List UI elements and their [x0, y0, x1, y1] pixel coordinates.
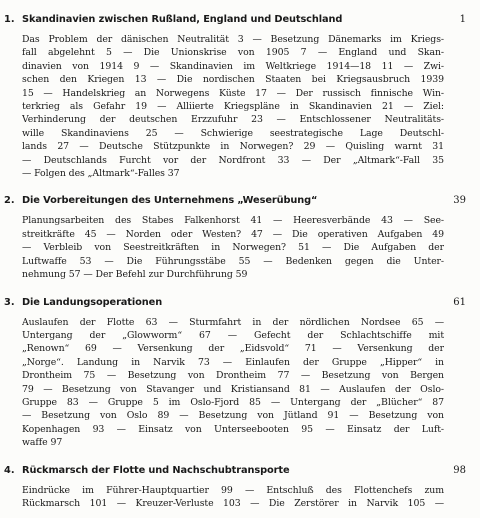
chapter-4 — [4, 465, 466, 511]
summary-line: Verhinderung der deutschen Erzzufuhr 23 — Entschlossener Neutralitäts- — [22, 114, 444, 126]
summary-line: waffe 97 — [22, 437, 63, 449]
chapter-page-number: 39 — [453, 195, 466, 207]
summary-line: — Folgen des „Altmark“-Falles 37 — [22, 168, 180, 180]
chapter-1 — [4, 14, 466, 180]
chapter-heading — [4, 465, 466, 477]
summary-line: „Renown“ 69 — Versenkung der „Eidsvold“ 71 — Versenkung der — [22, 343, 444, 355]
summary-line: dinavien von 1914 9 — Skandinavien im Weltkriege 1914—18 11 — Zwi- — [22, 60, 444, 72]
summary-line: lands 27 — Deutsche Stützpunkte in Norwegen? 29 — Quisling warnt 31 — [22, 141, 444, 153]
chapter-summary — [22, 33, 444, 180]
chapter-summary — [22, 484, 444, 511]
chapter-page-number: 61 — [453, 296, 466, 308]
chapter-number: 2. — [4, 195, 15, 207]
summary-line: Drontheim 75 — Besetzung von Drontheim 77 — Besetzung von Bergen — [22, 370, 444, 382]
chapter-heading — [4, 195, 466, 207]
summary-line: „Norge“. Landung in Narvik 73 — Einlaufen der Gruppe „Hipper“ in — [22, 356, 444, 368]
chapter-page-number: 1 — [459, 14, 466, 25]
chapter-title: Die Landungsoperationen — [22, 296, 163, 308]
chapter-number: 3. — [4, 296, 15, 308]
summary-line: — Deutschlands Furcht vor der Nordfront 33 — Der „Altmark“-Fall 35 — [22, 154, 444, 166]
summary-line: terkrieg als Gefahr 19 — Alliierte Kriegspläne in Skandinavien 21 — Ziel: — [22, 101, 444, 113]
summary-line: schen den Kriegen 13 — Die nordischen Staaten bei Kriegsausbruch 1939 — [22, 74, 444, 86]
summary-line: Rückmarsch 101 — Kreuzer-Verluste 103 — Die Zerstörer in Narvik 105 — — [22, 497, 444, 509]
chapter-summary — [22, 316, 444, 450]
summary-line: Untergang der „Glowworm“ 67 — Gefecht der Schlachtschiffe mit — [22, 329, 444, 341]
summary-line: Luftwaffe 53 — Die Führungsstäbe 55 — Bedenken gegen die Unter- — [22, 255, 444, 267]
summary-line: Das Problem der dänischen Neutralität 3 — Besetzung Dänemarks im Kriegs- — [22, 34, 444, 45]
summary-line: wille Skandinaviens 25 — Schwierige seestrategische Lage Deutschl- — [22, 127, 444, 139]
summary-line: fall abgelehnt 5 — Die Unionskrise von 1905 7 — England und Skan- — [22, 47, 444, 59]
summary-line: — Verbleib von Seestreitkräften in Norwegen? 51 — Die Aufgaben der — [22, 242, 444, 254]
summary-line: — Besetzung von Oslo 89 — Besetzung von Jütland 91 — Besetzung von — [22, 410, 444, 422]
summary-line: Auslaufen der Flotte 63 — Sturmfahrt in der nördlichen Nordsee 65 — — [22, 316, 444, 328]
summary-line: Gruppe 83 — Gruppe 5 im Oslo-Fjord 85 — Untergang der „Blücher“ 87 — [22, 396, 444, 408]
chapter-2 — [4, 195, 466, 281]
summary-line: 79 — Besetzung von Stavanger und Kristiansand 81 — Auslaufen der Oslo- — [22, 383, 444, 395]
summary-line: Kopenhagen 93 — Einsatz von Unterseebooten 95 — Einsatz der Luft- — [22, 423, 444, 435]
summary-line: Planungsarbeiten des Stabes Falkenhorst 41 — Heeresverbände 43 — See- — [22, 215, 444, 227]
chapter-number: 1. — [4, 14, 15, 25]
summary-line: nehmung 57 — Der Befehl zur Durchführung 59 — [22, 269, 248, 281]
chapter-heading — [4, 14, 466, 26]
summary-line: Eindrücke im Führer-Hauptquartier 99 — Entschluß des Flottenchefs zum — [22, 484, 444, 496]
chapter-summary — [22, 214, 444, 281]
summary-line: streitkräfte 45 — Norden oder Westen? 47 — Die operativen Aufgaben 49 — [22, 228, 444, 240]
chapter-title: Die Vorbereitungen des Unternehmens „Weserübung“ — [22, 195, 318, 207]
chapter-title: Skandinavien zwischen Rußland, England und Deutschland — [22, 14, 343, 25]
chapter-number: 4. — [4, 464, 15, 476]
summary-line: 15 — Handelskrieg an Norwegens Küste 17 — Der russisch finnische Win- — [22, 87, 444, 99]
chapter-heading — [4, 297, 466, 309]
chapter-title: Rückmarsch der Flotte und Nachschubtransporte — [22, 464, 290, 476]
chapter-3 — [4, 297, 466, 450]
chapter-page-number: 98 — [453, 464, 466, 476]
